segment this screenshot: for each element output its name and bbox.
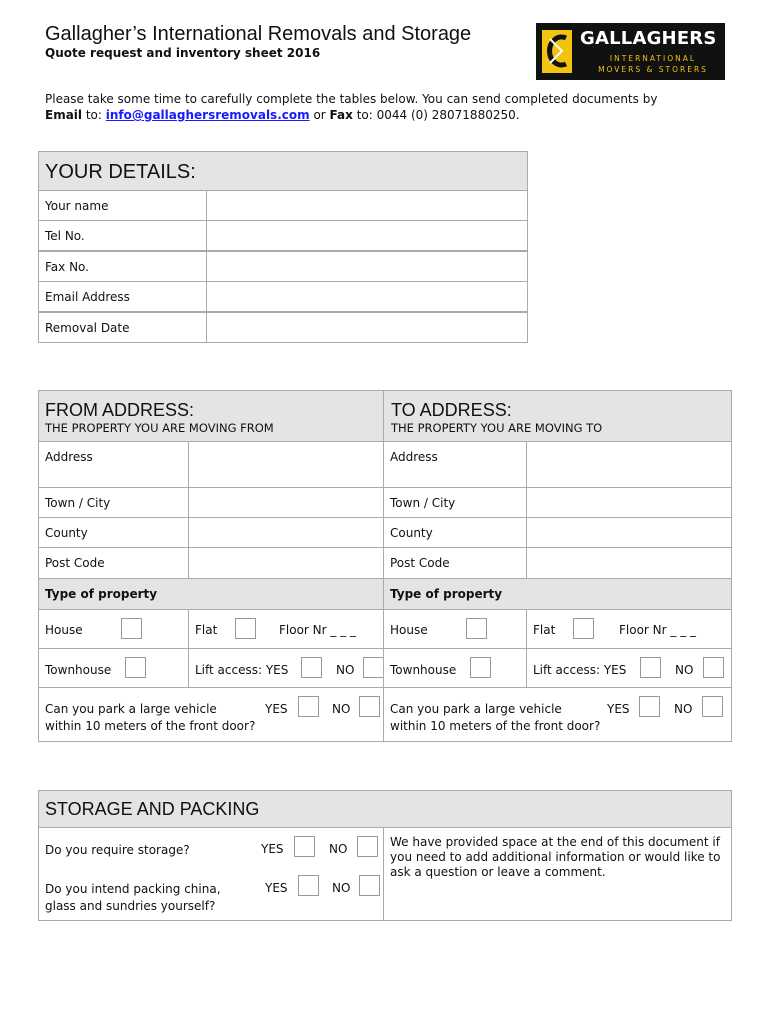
to-flat-cell bbox=[526, 609, 732, 649]
to-address-label: Post Code bbox=[390, 556, 450, 570]
your-details-input-field[interactable] bbox=[206, 281, 528, 312]
from-lift-cell bbox=[188, 648, 384, 688]
page-title: Gallagher’s International Removals and Storage bbox=[45, 23, 472, 45]
storage-q2-no-label: NO bbox=[332, 881, 351, 895]
to-address-label: Address bbox=[390, 450, 438, 464]
from-lift-label: Lift access: YES bbox=[195, 663, 289, 677]
from-park-question-2: within 10 meters of the front door? bbox=[45, 719, 256, 733]
from-house-checkbox[interactable] bbox=[121, 618, 142, 639]
from-address-label-cell bbox=[38, 441, 189, 488]
from-floor-label: Floor Nr _ _ _ bbox=[279, 623, 357, 637]
storage-q2b: glass and sundries yourself? bbox=[45, 899, 216, 913]
intro-line-1: Please take some time to carefully complete the tables below. You can send completed documents by bbox=[45, 92, 658, 106]
from-address-input-field[interactable] bbox=[188, 517, 384, 548]
storage-q2-no-checkbox[interactable] bbox=[359, 875, 380, 896]
to-address-label-cell bbox=[383, 441, 527, 488]
storage-q1-no-label: NO bbox=[329, 842, 348, 856]
from-address-label-cell bbox=[38, 547, 189, 579]
to-lift-no-checkbox[interactable] bbox=[703, 657, 724, 678]
from-flat-checkbox[interactable] bbox=[235, 618, 256, 639]
intro-text bbox=[45, 91, 725, 123]
to-address-label-cell bbox=[383, 517, 527, 548]
from-address-input-field[interactable] bbox=[188, 487, 384, 518]
to-address-header bbox=[383, 390, 732, 442]
logo-name: GALLAGHERS bbox=[580, 28, 717, 49]
fax-text: to: 0044 (0) 28071880250. bbox=[352, 108, 520, 122]
from-park-yes-checkbox[interactable] bbox=[298, 696, 319, 717]
to-floor-label: Floor Nr _ _ _ bbox=[619, 623, 697, 637]
your-details-input-field[interactable] bbox=[206, 220, 528, 251]
from-heading: FROM ADDRESS: bbox=[45, 400, 195, 420]
your-details-label: Fax No. bbox=[45, 259, 89, 274]
to-park-cell bbox=[383, 687, 732, 742]
from-park-yes-label: YES bbox=[265, 702, 288, 716]
storage-header bbox=[38, 790, 732, 828]
storage-q1: Do you require storage? bbox=[45, 843, 190, 857]
your-details-label: Tel No. bbox=[45, 229, 85, 244]
from-townhouse-label: Townhouse bbox=[45, 663, 112, 677]
to-house-label: House bbox=[390, 623, 428, 637]
from-type-heading: Type of property bbox=[45, 587, 158, 601]
email-label: Email bbox=[45, 108, 83, 122]
storage-q2-yes-label: YES bbox=[265, 881, 288, 895]
storage-questions-cell bbox=[38, 827, 384, 921]
from-subheading: THE PROPERTY YOU ARE MOVING FROM bbox=[45, 421, 274, 435]
from-flat-cell bbox=[188, 609, 384, 649]
to-house-cell bbox=[383, 609, 527, 649]
to-type-header bbox=[383, 578, 732, 610]
to-lift-yes-checkbox[interactable] bbox=[640, 657, 661, 678]
storage-q1-yes-checkbox[interactable] bbox=[294, 836, 315, 857]
to-park-question: Can you park a large vehicle bbox=[390, 702, 562, 716]
from-park-no-label: NO bbox=[332, 702, 351, 716]
gallaghers-logo bbox=[536, 23, 725, 80]
to-park-yes-label: YES bbox=[607, 702, 630, 716]
to-address-label: County bbox=[390, 526, 433, 540]
storage-note: We have provided space at the end of this document if you need to add additional information or would like to ask a question or leave a comment. bbox=[390, 835, 721, 879]
from-address-header bbox=[38, 390, 384, 442]
storage-q2-yes-checkbox[interactable] bbox=[298, 875, 319, 896]
to-townhouse-cell bbox=[383, 648, 527, 688]
storage-q2a: Do you intend packing china, bbox=[45, 882, 221, 896]
from-address-input-field[interactable] bbox=[188, 441, 384, 488]
logo-mark-icon bbox=[542, 30, 572, 73]
your-details-label-cell bbox=[38, 251, 207, 282]
to-address-input-field[interactable] bbox=[526, 547, 732, 579]
to-heading: TO ADDRESS: bbox=[391, 400, 512, 420]
to-address-label: Town / City bbox=[390, 496, 456, 510]
from-address-label: Town / City bbox=[45, 496, 111, 510]
your-details-input-field[interactable] bbox=[206, 312, 528, 343]
storage-q1-yes-label: YES bbox=[261, 842, 284, 856]
your-details-input-field[interactable] bbox=[206, 251, 528, 282]
your-details-label: Removal Date bbox=[45, 320, 130, 335]
to-townhouse-label: Townhouse bbox=[390, 663, 457, 677]
your-details-label-cell bbox=[38, 281, 207, 312]
to-address-label-cell bbox=[383, 487, 527, 518]
to-park-no-checkbox[interactable] bbox=[702, 696, 723, 717]
to-lift-no-label: NO bbox=[675, 663, 694, 677]
page-subtitle: Quote request and inventory sheet 2016 bbox=[45, 46, 321, 60]
to-address-label-cell bbox=[383, 547, 527, 579]
from-address-label: County bbox=[45, 526, 88, 540]
from-address-input-field[interactable] bbox=[188, 547, 384, 579]
from-park-question: Can you park a large vehicle bbox=[45, 702, 217, 716]
from-address-label-cell bbox=[38, 517, 189, 548]
to-lift-cell bbox=[526, 648, 732, 688]
to-house-checkbox[interactable] bbox=[466, 618, 487, 639]
to-address-input-field[interactable] bbox=[526, 441, 732, 488]
storage-q1-no-checkbox[interactable] bbox=[357, 836, 378, 857]
from-park-cell bbox=[38, 687, 384, 742]
to-park-yes-checkbox[interactable] bbox=[639, 696, 660, 717]
to-flat-label: Flat bbox=[533, 623, 556, 637]
from-address-label-cell bbox=[38, 487, 189, 518]
your-details-label: Your name bbox=[45, 199, 109, 213]
logo-line-1: INTERNATIONAL bbox=[609, 54, 697, 63]
to-flat-checkbox[interactable] bbox=[573, 618, 594, 639]
from-townhouse-cell bbox=[38, 648, 189, 688]
email-to-text: to: bbox=[82, 108, 106, 122]
fax-label: Fax bbox=[329, 108, 353, 122]
from-address-label: Post Code bbox=[45, 556, 105, 570]
from-house-label: House bbox=[45, 623, 83, 637]
to-address-input-field[interactable] bbox=[526, 487, 732, 518]
storage-note-cell bbox=[383, 827, 732, 921]
or-text: or bbox=[309, 108, 330, 122]
to-address-input-field[interactable] bbox=[526, 517, 732, 548]
your-details-label-cell bbox=[38, 190, 207, 221]
from-flat-label: Flat bbox=[195, 623, 218, 637]
your-details-heading: YOUR DETAILS: bbox=[45, 161, 196, 183]
your-details-input-field[interactable] bbox=[206, 190, 528, 221]
from-lift-yes-checkbox[interactable] bbox=[301, 657, 322, 678]
from-townhouse-checkbox[interactable] bbox=[125, 657, 146, 678]
to-type-heading: Type of property bbox=[390, 587, 503, 601]
to-subheading: THE PROPERTY YOU ARE MOVING TO bbox=[391, 421, 603, 435]
to-townhouse-checkbox[interactable] bbox=[470, 657, 491, 678]
to-park-no-label: NO bbox=[674, 702, 693, 716]
email-link[interactable]: info@gallaghersremovals.com bbox=[105, 108, 310, 122]
from-park-no-checkbox[interactable] bbox=[359, 696, 380, 717]
logo-line-2: MOVERS & STORERS bbox=[598, 65, 708, 74]
your-details-label-cell bbox=[38, 220, 207, 251]
from-lift-no-checkbox[interactable] bbox=[363, 657, 384, 678]
storage-heading: STORAGE AND PACKING bbox=[45, 799, 260, 819]
from-address-label: Address bbox=[45, 450, 93, 464]
to-lift-label: Lift access: YES bbox=[533, 663, 627, 677]
from-lift-no-label: NO bbox=[336, 663, 355, 677]
your-details-label: Email Address bbox=[45, 290, 130, 305]
from-type-header bbox=[38, 578, 384, 610]
your-details-label-cell bbox=[38, 312, 207, 343]
to-park-question-2: within 10 meters of the front door? bbox=[390, 719, 601, 733]
your-details-header bbox=[38, 151, 528, 191]
from-house-cell bbox=[38, 609, 189, 649]
